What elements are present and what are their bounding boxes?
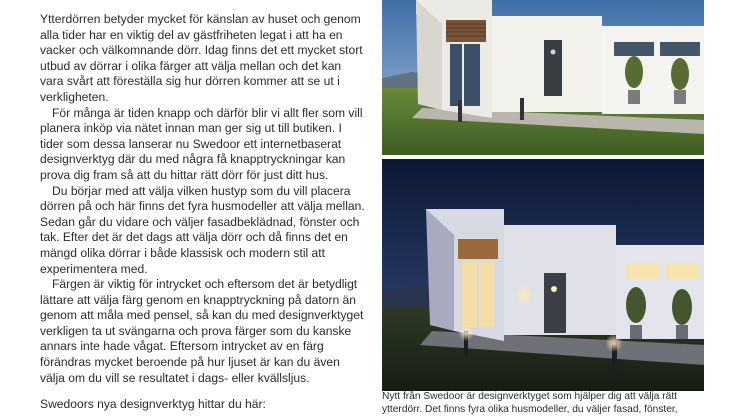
article-paragraph-4: Färgen är viktig för intrycket och eftersom det är betydligt lättare att välja färg genom en knapptryckning på datorn än genom att måla med pensel, så kan du med designverktyget verkligen ta ut svängarna och prova färger som du kanske annars inte hade vågat. Eftersom intrycket av en färg förändras mycket beroende på hur ljuset är kan du även välja om du vill se resultatet i dags- eller kvällsljus. (40, 277, 364, 385)
house-daylight-photo (382, 0, 704, 155)
article-paragraph-2: För många är tiden knapp och därför blir vi allt fler som vill planera inköp via nätet innan man ger sig ut till butiken. I tider som dessa lanserar nu Swedoor ett internetbaserat designverktyg där du med några få knapptryckningar kan prova dig fram så att du hittar rätt dörr för just ditt hus. (40, 105, 363, 182)
caption-text: Nytt från Swedoor är designverktyget som hjälper dig att välja rätt ytterdörr. Det finns fyra olika husmodeller, du väljer fasad, fönster, (382, 391, 678, 415)
article-body (40, 12, 368, 413)
photo-caption (382, 391, 712, 416)
house-night-photo (382, 159, 704, 391)
article-link-intro: Swedoors nya designverktyg hittar du här: (40, 397, 266, 412)
article-paragraph-1: Ytterdörren betyder mycket för känslan av huset och genom alla tider har en viktig del av gästfriheten legat i att ha en vacker och välkomnande dörr. Idag finns det ett mycket stort utbud av dörrar i olika färger att välja mellan och det kan vara svårt att föreställa sig hur dörren kommer att se ut i verkligheten. (40, 12, 363, 104)
article-paragraph-3: Du börjar med att välja vilken hustyp som du vill placera dörren på och här finns det fyra husmodeller att välja mellan. Sedan går du vidare och väljer fasadbeklädnad, fönster och tak. Efter det är det dags att välja dörr och då finns det en mängd olika dörrar i både klassisk och modern stil att experimentera med. (40, 183, 365, 276)
